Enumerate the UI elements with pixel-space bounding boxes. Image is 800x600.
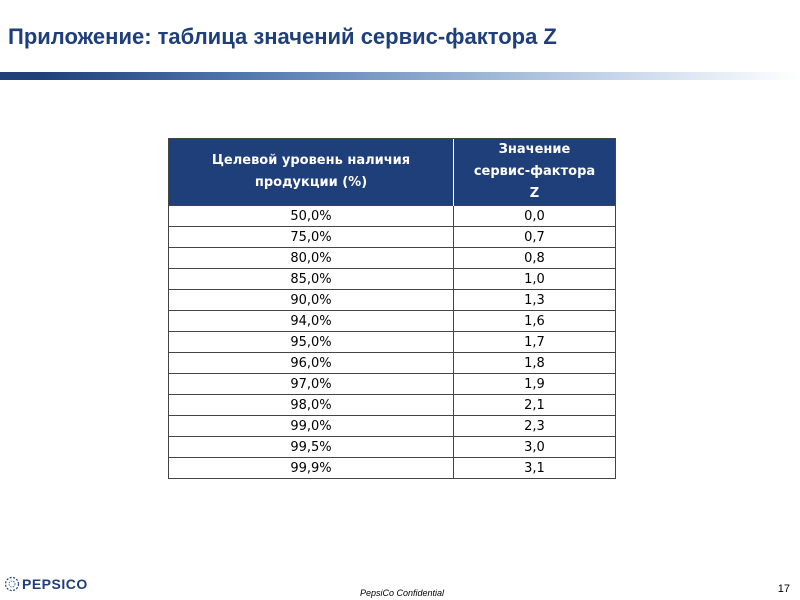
table-row — [169, 311, 615, 332]
pepsico-globe-icon — [4, 576, 20, 592]
table-row — [169, 227, 615, 248]
table-row — [169, 353, 615, 374]
page-number: 17 — [777, 583, 790, 595]
cell-z: 0,8 — [454, 248, 616, 269]
cell-level: 97,0% — [169, 374, 454, 395]
cell-z: 1,7 — [454, 332, 616, 353]
cell-level: 50,0% — [169, 206, 454, 227]
header-z-value: Значение сервис-фактора Z — [454, 139, 616, 206]
table-row — [169, 458, 615, 479]
cell-z: 2,3 — [454, 416, 616, 437]
cell-z: 1,0 — [454, 269, 616, 290]
cell-level: 99,9% — [169, 458, 454, 479]
table-row — [169, 290, 615, 311]
cell-z: 3,0 — [454, 437, 616, 458]
logo-wordmark: PEPSICO — [22, 576, 88, 592]
cell-level: 99,5% — [169, 437, 454, 458]
cell-level: 94,0% — [169, 311, 454, 332]
table-row — [169, 437, 615, 458]
table-row — [169, 416, 615, 437]
cell-z: 1,8 — [454, 353, 616, 374]
cell-level: 85,0% — [169, 269, 454, 290]
table-header-row — [169, 139, 615, 206]
cell-z: 0,7 — [454, 227, 616, 248]
table-row — [169, 332, 615, 353]
cell-z: 0,0 — [454, 206, 616, 227]
table-row — [169, 374, 615, 395]
table-row — [169, 206, 615, 227]
table-row — [169, 248, 615, 269]
cell-z: 1,6 — [454, 311, 616, 332]
table-row — [169, 395, 615, 416]
cell-level: 95,0% — [169, 332, 454, 353]
cell-z: 3,1 — [454, 458, 616, 479]
confidential-label: PepsiCo Confidential — [360, 588, 445, 598]
cell-level: 80,0% — [169, 248, 454, 269]
table-row — [169, 269, 615, 290]
cell-level: 98,0% — [169, 395, 454, 416]
service-factor-table — [168, 138, 616, 479]
cell-z: 2,1 — [454, 395, 616, 416]
title-underline-bar — [0, 72, 800, 80]
cell-level: 96,0% — [169, 353, 454, 374]
cell-z: 1,3 — [454, 290, 616, 311]
pepsico-logo — [4, 576, 88, 592]
slide-title: Приложение: таблица значений сервис-фактора Z — [8, 24, 557, 49]
cell-level: 75,0% — [169, 227, 454, 248]
header-target-level: Целевой уровень наличия продукции (%) — [169, 139, 454, 206]
cell-level: 99,0% — [169, 416, 454, 437]
cell-z: 1,9 — [454, 374, 616, 395]
cell-level: 90,0% — [169, 290, 454, 311]
